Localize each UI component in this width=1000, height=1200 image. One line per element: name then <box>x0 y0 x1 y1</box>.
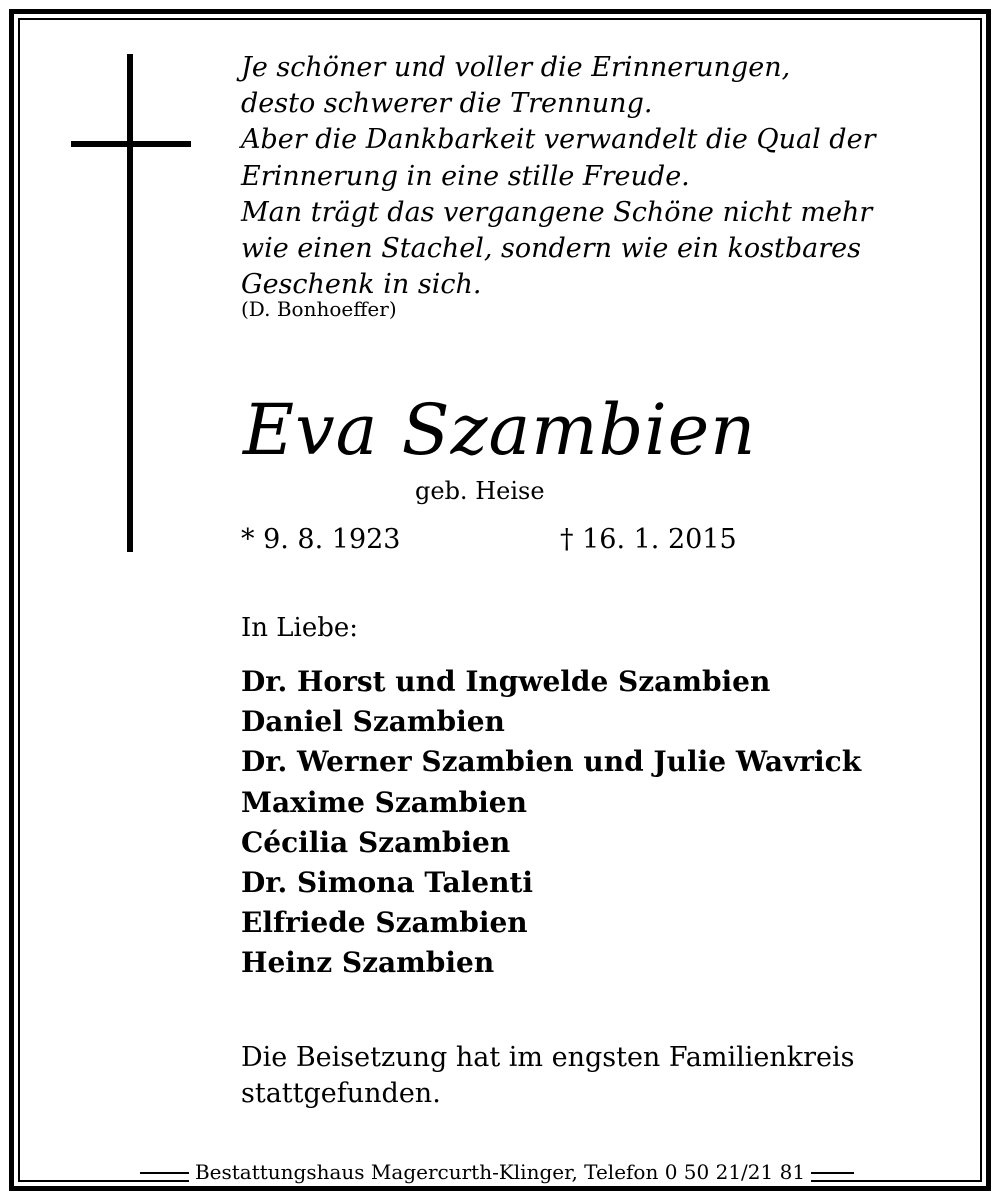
footer <box>0 1158 1000 1188</box>
poem-line: Erinnerung in eine stille Freude. <box>241 160 690 192</box>
poem-line: Man trägt das vergangene Schöne nicht mehr <box>241 196 873 228</box>
poem-quote <box>241 50 875 303</box>
funeral-home-contact: Bestattungshaus Magercurth-Klinger, Telefon 0 50 21/21 81 <box>189 1160 811 1184</box>
mourner-name: Dr. Werner Szambien und Julie Wavrick <box>241 745 862 779</box>
cross-horizontal-beam <box>71 141 191 147</box>
poem-line: desto schwerer die Trennung. <box>241 88 653 120</box>
cross-vertical-beam <box>127 54 133 552</box>
deceased-name: Eva Szambien <box>243 389 757 471</box>
mourner-name: Daniel Szambien <box>241 705 505 739</box>
mourner-name: Dr. Simona Talenti <box>241 866 534 900</box>
birth-date: * 9. 8. 1923 <box>241 524 401 555</box>
death-date: † 16. 1. 2015 <box>560 524 737 555</box>
mourners-intro: In Liebe: <box>241 613 359 643</box>
poem-line: Aber die Dankbarkeit verwandelt die Qual der <box>241 124 876 156</box>
poem-line: Je schöner und voller die Erinnerungen, <box>241 52 791 83</box>
birth-name: geb. Heise <box>415 477 545 505</box>
poem-line: wie einen Stachel, sondern wie ein kostbares <box>241 233 861 265</box>
funeral-note: Die Beisetzung hat im engsten Familienkreis stattgefunden. <box>241 1042 855 1109</box>
mourner-name: Dr. Horst und Ingwelde Szambien <box>241 665 771 698</box>
poem-line: Geschenk in sich. <box>241 269 482 301</box>
poem-author: (D. Bonhoeffer) <box>241 297 397 321</box>
mourner-name: Heinz Szambien <box>241 946 495 980</box>
mourner-name: Elfriede Szambien <box>241 906 528 940</box>
mourners-list <box>241 662 861 984</box>
mourner-name: Cécilia Szambien <box>241 825 511 859</box>
mourner-name: Maxime Szambien <box>241 785 527 819</box>
